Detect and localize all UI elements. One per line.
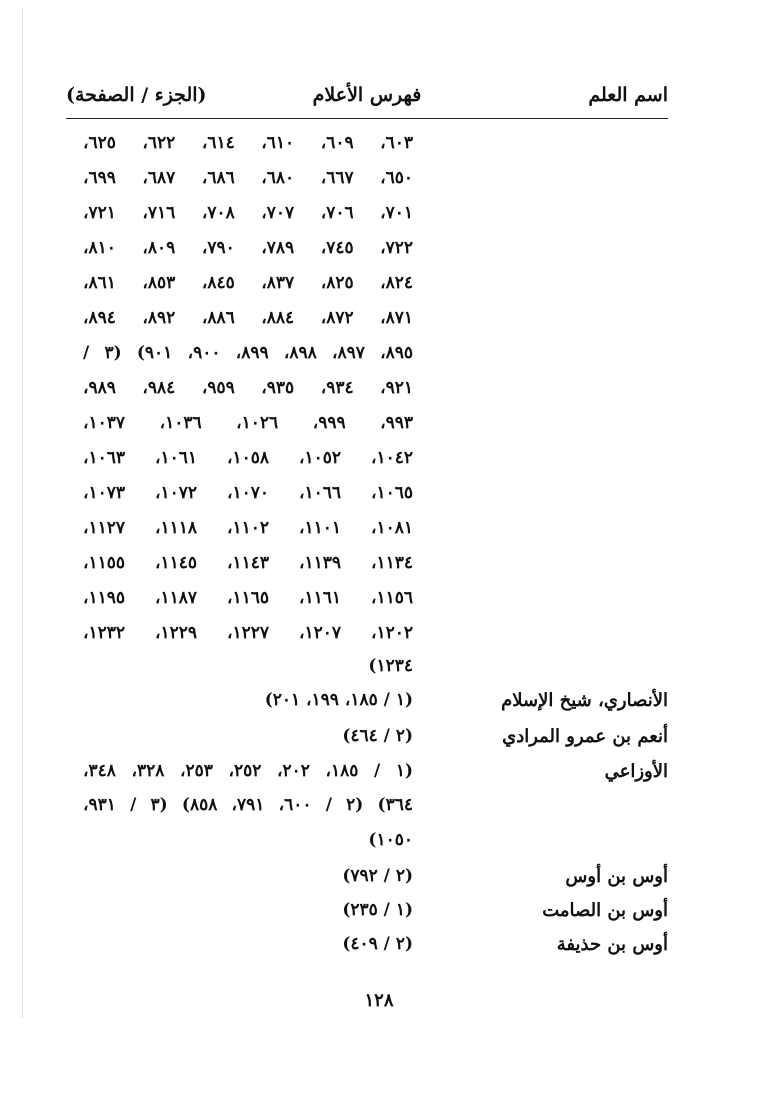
entry-name: الأوزاعي [604, 761, 668, 782]
entry-refs: (٢ / ٧٩٢) [342, 866, 413, 886]
header-ref-column: (الجزء / الصفحة) [66, 84, 207, 106]
entry-refs: (٢ / ٤٦٤) [342, 726, 413, 746]
ref-line: ٧٠١، ٧٠٦، ٧٠٧، ٧٠٨، ٧١٦، ٧٢١، [83, 203, 413, 223]
header-title: فهرس الأعلام [312, 84, 422, 106]
ref-line: ٨٩٥، ٨٩٧، ٨٩٨، ٨٩٩، ٩٠٠، ٩٠١) (٣ / [83, 343, 413, 363]
scan-margin-line [22, 8, 23, 1018]
ref-line: ٦٥٠، ٦٦٧، ٦٨٠، ٦٨٦، ٦٨٧، ٦٩٩، [83, 168, 413, 188]
ref-line: ١٠٨١، ١١٠١، ١١٠٢، ١١١٨، ١١٢٧، [83, 518, 413, 538]
entry-refs: (١ / ٢٣٥) [342, 900, 413, 920]
entry-name: أوس بن الصامت [542, 900, 668, 921]
entry-name: الأنصاري، شيخ الإسلام [501, 690, 668, 711]
entry-refs: (٢ / ٤٠٩) [342, 934, 413, 954]
ref-line: ١٠٦٥، ١٠٦٦، ١٠٧٠، ١٠٧٢، ١٠٧٣، [83, 483, 413, 503]
ref-line: ١١٥٦، ١١٦١، ١١٦٥، ١١٨٧، ١١٩٥، [83, 588, 413, 608]
ref-line: ٧٢٢، ٧٤٥، ٧٨٩، ٧٩٠، ٨٠٩، ٨١٠، [83, 238, 413, 258]
entry-name: أوس بن أوس [565, 866, 668, 887]
ref-line: ١٢٣٤) [368, 656, 413, 676]
header-rule [66, 118, 668, 119]
entry-refs: (١ / ١٨٥، ١٩٩، ٢٠١) [264, 690, 413, 710]
entry-refs: ٣٦٤) (٢ / ٦٠٠، ٧٩١، ٨٥٨) (٣ / ٩٣١، [83, 795, 413, 815]
entry-name: أنعم بن عمرو المرادي [502, 726, 668, 747]
ref-line: ١١٣٤، ١١٣٩، ١١٤٣، ١١٤٥، ١١٥٥، [83, 553, 413, 573]
page-number: ١٢٨ [364, 990, 394, 1011]
ref-line: ٨٧١، ٨٧٢، ٨٨٤، ٨٨٦، ٨٩٢، ٨٩٤، [83, 308, 413, 328]
ref-line: ٩٩٣، ٩٩٩، ١٠٢٦، ١٠٣٦، ١٠٣٧، [83, 413, 413, 433]
ref-line: ٩٢١، ٩٣٤، ٩٣٥، ٩٥٩، ٩٨٤، ٩٨٩، [83, 378, 413, 398]
header-name-column: اسم العلم [588, 84, 668, 106]
ref-line: ١٠٤٢، ١٠٥٢، ١٠٥٨، ١٠٦١، ١٠٦٣، [83, 448, 413, 468]
ref-line: ٨٢٤، ٨٢٥، ٨٣٧، ٨٤٥، ٨٥٣، ٨٦١، [83, 273, 413, 293]
ref-line: ١٢٠٢، ١٢٠٧، ١٢٢٧، ١٢٢٩، ١٢٣٢، [83, 623, 413, 643]
page-header [66, 84, 668, 114]
entry-refs: (١ / ١٨٥، ٢٠٢، ٢٥٢، ٢٥٣، ٣٢٨، ٣٤٨، [83, 761, 413, 781]
ref-line: ٦٠٣، ٦٠٩، ٦١٠، ٦١٤، ٦٢٢، ٦٢٥، [83, 133, 413, 153]
entry-name: أوس بن حذيفة [556, 934, 668, 955]
entry-refs: ١٠٥٠) [368, 830, 413, 850]
